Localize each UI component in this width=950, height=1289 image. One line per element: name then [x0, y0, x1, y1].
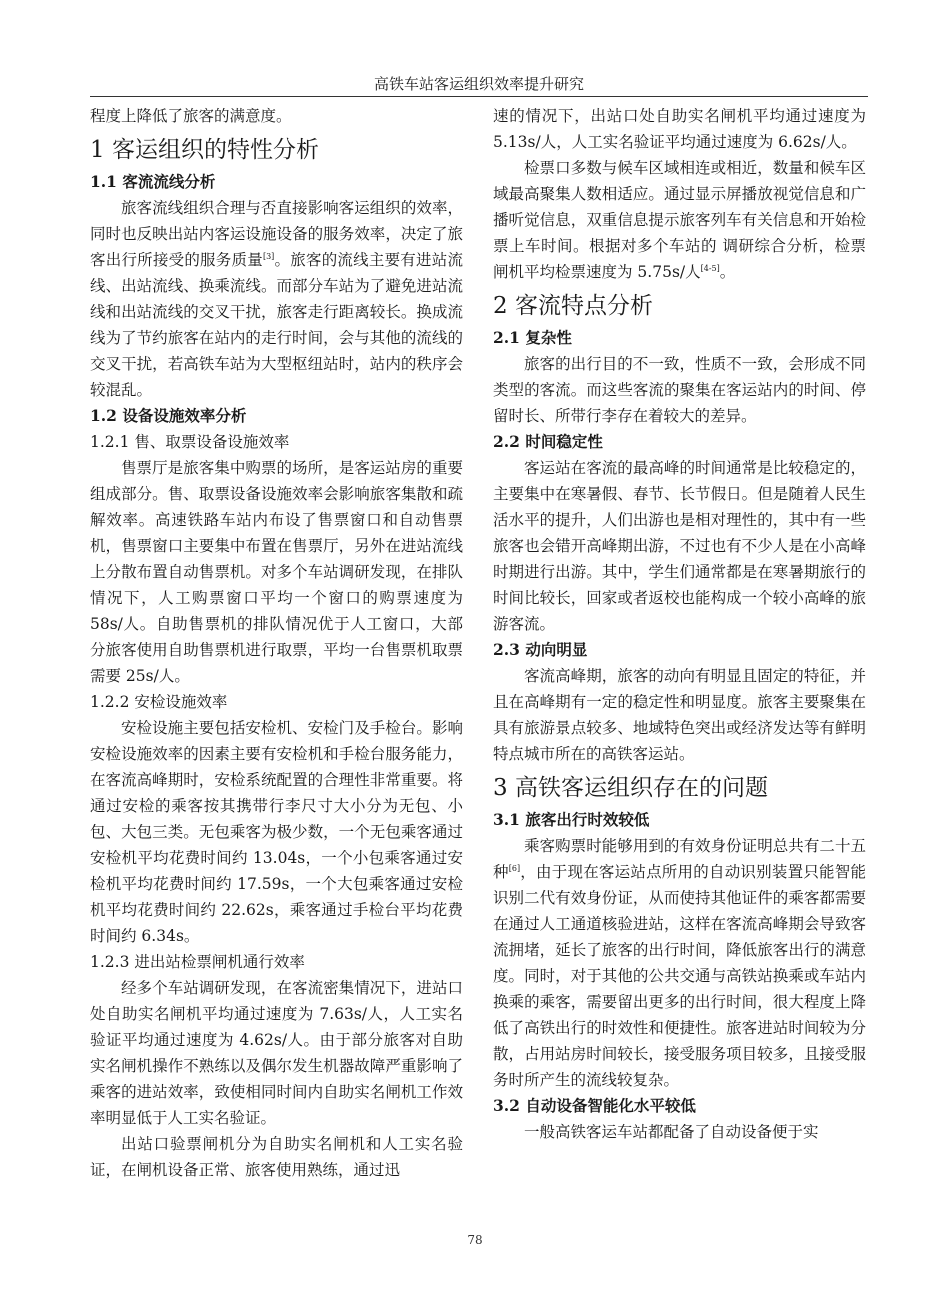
section-3-1-paragraph	[493, 833, 866, 1093]
section-3-1-heading: 3.1 旅客出行时效较低	[493, 810, 650, 829]
running-title: 高铁车站客运组织效率提升研究	[373, 75, 584, 93]
section-1-2-1-heading: 1.2.1 售、取票设备设施效率	[90, 433, 290, 451]
paragraph-text: 检票口多数与候车区域相连或相近，数量和候车区域最高聚集人数相适应。通过显示屏播放视觉信息和广播听觉信息，双重信息提示旅客列车有关信息和开始检票上车时间。根据对多个车站的 调研综合分析，检票闸机平均检票速度为 5.75s/人	[493, 159, 866, 281]
continued-paragraph: 程度上降低了旅客的满意度。	[90, 107, 292, 125]
section-1-2-2-paragraph: 安检设施主要包括安检机、安检门及手检台。影响安检设施效率的因素主要有安检机和手检台服务能力，在客流高峰期时，安检系统配置的合理性非常重要。将通过安检的乘客按其携带行李尺寸大小分为无包、小包、大包三类。无包乘客为极少数，一个无包乘客通过安检机平均花费时间约 13.04s，一个小包乘客通过安检机平均花费时间约 17.59s，一个大包乘客通过安检机平均花费时间约 22.62s，乘客通过手检台平均花费时间约 6.34s。	[90, 719, 463, 945]
section-1-2-3-heading: 1.2.3 进出站检票闸机通行效率	[90, 953, 305, 971]
left-column	[90, 103, 463, 1183]
section-2-1-heading: 2.1 复杂性	[493, 328, 572, 347]
citation-ref: [3]	[262, 252, 275, 261]
paragraph-text: ，由于现在客运站点所用的自动识别装置只能智能识别二代有效身份证，从而使持其他证件的乘客都需要在通过人工通道核验进站，这样在客流高峰期会导致客流拥堵，延长了旅客的出行时间，降低旅客出行的满意度。同时，对于其他的公共交通与高铁站换乘或车站内换乘的乘客，需要留出更多的出行时间，很大程度上降低了高铁出行的时效性和便捷性。旅客进站时间较为分散，占用站房时间较长，接受服务项目较多，且接受服务时所产生的流线较复杂。	[493, 863, 866, 1089]
section-2-heading: 2 客流特点分析	[493, 293, 653, 319]
right-column	[493, 103, 866, 1145]
section-1-2-2-heading: 1.2.2 安检设施效率	[90, 693, 228, 711]
continued-paragraph: 速的情况下，出站口处自助实名闸机平均通过速度为 5.13s/人，人工实名验证平均通过速度为 6.62s/人。	[493, 107, 866, 151]
paragraph-text: 。	[719, 263, 736, 281]
paragraph-text: 乘客购票时能够用到的有效身份证明总共有二十五种	[493, 837, 866, 881]
section-2-3-heading: 2.3 动向明显	[493, 640, 588, 659]
citation-ref: [6]	[508, 864, 521, 873]
citation-ref: [4-5]	[700, 264, 720, 273]
paragraph-text: 旅客流线组织合理与否直接影响客运组织的效率，同时也反映出站内客运设施设备的服务效率，决定了旅客出行所接受的服务质量	[90, 199, 463, 269]
page-number: 78	[467, 1233, 483, 1247]
section-3-2-heading: 3.2 自动设备智能化水平较低	[493, 1096, 696, 1115]
section-2-2-heading: 2.2 时间稳定性	[493, 432, 603, 451]
section-1-2-1-paragraph: 售票厅是旅客集中购票的场所，是客运站房的重要组成部分。售、取票设备设施效率会影响旅客集散和疏解效率。高速铁路车站内布设了售票窗口和自动售票机，售票窗口主要集中布置在售票厅，另外在进站流线上分散布置自动售票机。对多个车站调研发现，在排队情况下，人工购票窗口平均一个窗口的购票速度为 58s/人。自助售票机的排队情况优于人工窗口，大部分旅客使用自助售票机进行取票，平均一台售票机取票需要 25s/人。	[90, 459, 463, 685]
paragraph-text: 。旅客的流线主要有进站流线、出站流线、换乘流线。而部分车站为了避免进站流线和出站流线的交叉干扰，旅客走行距离较长。换成流线为了节约旅客在站内的走行时间，会与其他的流线的交叉干扰，若高铁车站为大型枢纽站时，站内的秩序会较混乱。	[90, 251, 463, 399]
section-1-heading: 1 客运组织的特性分析	[90, 137, 319, 163]
section-2-3-paragraph: 客流高峰期，旅客的动向有明显且固定的特征，并且在高峰期有一定的稳定性和明显度。旅客主要聚集在具有旅游景点较多、地域特色突出或经济发达等有鲜明特点城市所在的高铁客运站。	[493, 667, 866, 763]
section-1-2-3-paragraph-2: 出站口验票闸机分为自助实名闸机和人工实名验证，在闸机设备正常、旅客使用熟练，通过迅	[90, 1135, 463, 1179]
ticket-gate-paragraph	[493, 155, 866, 285]
section-1-2-heading: 1.2 设备设施效率分析	[90, 406, 247, 425]
section-2-1-paragraph: 旅客的出行目的不一致，性质不一致，会形成不同类型的客流。而这些客流的聚集在客运站内的时间、停留时长、所带行李存在着较大的差异。	[493, 355, 866, 425]
running-header	[90, 72, 868, 97]
section-1-2-3-paragraph-1: 经多个车站调研发现，在客流密集情况下，进站口处自助实名闸机平均通过速度为 7.63s/人，人工实名验证平均通过速度为 4.62s/人。由于部分旅客对自助实名闸机操作不熟练以及偶尔发生机器故障严重影响了乘客的进站效率，致使相同时间内自助实名闸机工作效率明显低于人工实名验证。	[90, 979, 463, 1127]
section-1-1-heading: 1.1 客流流线分析	[90, 172, 216, 191]
section-1-1-paragraph	[90, 195, 463, 403]
section-2-2-paragraph: 客运站在客流的最高峰的时间通常是比较稳定的，主要集中在寒暑假、春节、长节假日。但是随着人民生活水平的提升，人们出游也是相对理性的，其中有一些旅客也会错开高峰期出游，不过也有不少人是在小高峰时期进行出游。其中，学生们通常都是在寒暑期旅行的时间比较长，回家或者返校也能构成一个较小高峰的旅游客流。	[493, 459, 866, 633]
section-3-heading: 3 高铁客运组织存在的问题	[493, 775, 768, 801]
section-3-2-paragraph: 一般高铁客运车站都配备了自动设备便于实	[524, 1123, 819, 1141]
